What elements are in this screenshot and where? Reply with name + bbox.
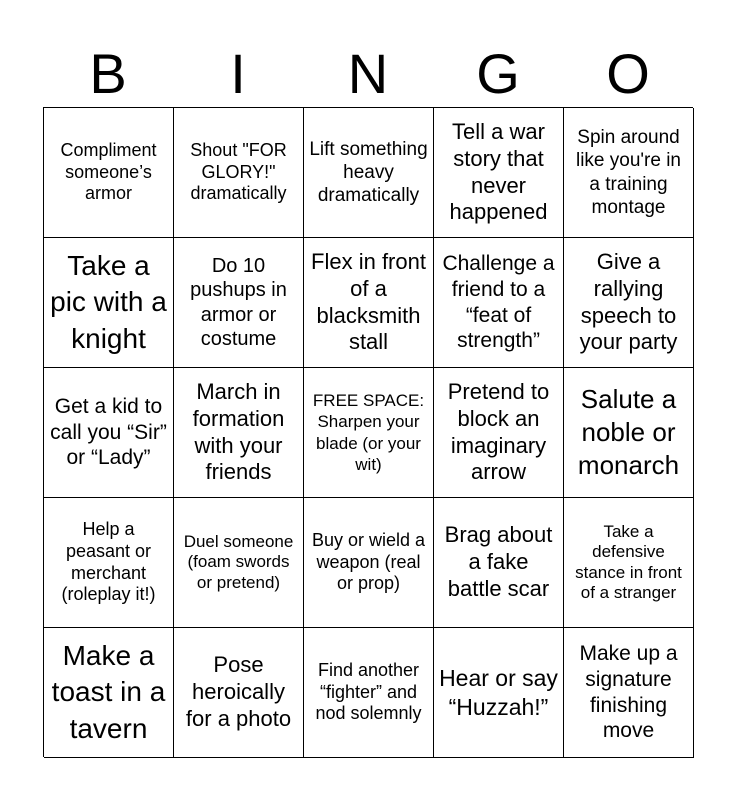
cell-text: Give a rallying speech to your party <box>579 248 678 355</box>
bingo-cell-b4[interactable] <box>44 498 174 628</box>
bingo-grid <box>43 107 693 757</box>
bingo-cell-i2[interactable] <box>174 238 304 368</box>
bingo-cell-b2[interactable] <box>44 238 174 368</box>
bingo-cell-n1[interactable] <box>304 108 434 238</box>
bingo-cell-g4[interactable] <box>434 498 564 628</box>
cell-text: Duel someone (foam swords or pretend) <box>183 532 294 592</box>
bingo-cell-n3 free-space[interactable] <box>304 368 434 498</box>
bingo-cell-o1[interactable] <box>564 108 694 238</box>
bingo-header <box>43 40 693 108</box>
bingo-cell-i4[interactable] <box>174 498 304 628</box>
bingo-cell-n2[interactable] <box>304 238 434 368</box>
bingo-cell-i5[interactable] <box>174 628 304 758</box>
cell-text: Hear or say “Huzzah!” <box>439 665 558 720</box>
bingo-cell-g3[interactable] <box>434 368 564 498</box>
bingo-cell-g1[interactable] <box>434 108 564 238</box>
bingo-cell-g2[interactable] <box>434 238 564 368</box>
cell-text: Brag about a fake battle scar <box>444 522 553 601</box>
bingo-cell-o3[interactable] <box>564 368 694 498</box>
free-space-text: FREE SPACE: Sharpen your blade (or your wit) <box>312 391 425 474</box>
bingo-cell-o4[interactable] <box>564 498 694 628</box>
cell-text: Salute a noble or monarch <box>577 383 680 481</box>
bingo-cell-n4[interactable] <box>304 498 434 628</box>
cell-text: Make a toast in a tavern <box>51 639 166 744</box>
bingo-cell-i3[interactable] <box>174 368 304 498</box>
bingo-cell-i1[interactable] <box>174 108 304 238</box>
cell-text: March in formation with your friends <box>192 378 285 485</box>
cell-text: Make up a signature finishing move <box>579 642 678 743</box>
cell-text: Help a peasant or merchant (roleplay it!) <box>61 519 156 605</box>
header-letter-o: O <box>606 42 650 105</box>
bingo-cell-o5[interactable] <box>564 628 694 758</box>
cell-text: Take a pic with a knight <box>50 249 167 354</box>
cell-text: Take a defensive stance in front of a stranger <box>575 522 682 602</box>
cell-text: Get a kid to call you “Sir” or “Lady” <box>50 395 167 470</box>
bingo-cell-b3[interactable] <box>44 368 174 498</box>
header-letter-g: G <box>476 42 520 105</box>
cell-text: Find another “fighter” and nod solemnly <box>315 660 422 724</box>
cell-text: Buy or wield a weapon (real or prop) <box>311 530 426 594</box>
cell-text: Pose heroically for a photo <box>185 652 292 731</box>
header-letter-b: B <box>89 42 127 105</box>
cell-text: Tell a war story that never happened <box>449 118 548 225</box>
cell-text: Spin around like you're in a training montage <box>575 127 681 218</box>
bingo-cell-n5[interactable] <box>304 628 434 758</box>
cell-text: Lift something heavy dramatically <box>309 138 428 207</box>
bingo-cell-b5[interactable] <box>44 628 174 758</box>
header-letter-n: N <box>347 42 389 105</box>
bingo-cell-g5[interactable] <box>434 628 564 758</box>
cell-text: Challenge a friend to a “feat of strength” <box>442 252 555 353</box>
bingo-cell-b1[interactable] <box>44 108 174 238</box>
cell-text: Flex in front of a blacksmith stall <box>311 248 426 355</box>
cell-text: Pretend to block an imaginary arrow <box>447 378 550 485</box>
bingo-cell-o2[interactable] <box>564 238 694 368</box>
header-letter-i: I <box>230 42 246 105</box>
cell-text: Compliment someone’s armor <box>60 140 157 204</box>
cell-text: Do 10 pushups in armor or costume <box>190 254 287 350</box>
cell-text: Shout "FOR GLORY!" dramatically <box>190 140 287 204</box>
